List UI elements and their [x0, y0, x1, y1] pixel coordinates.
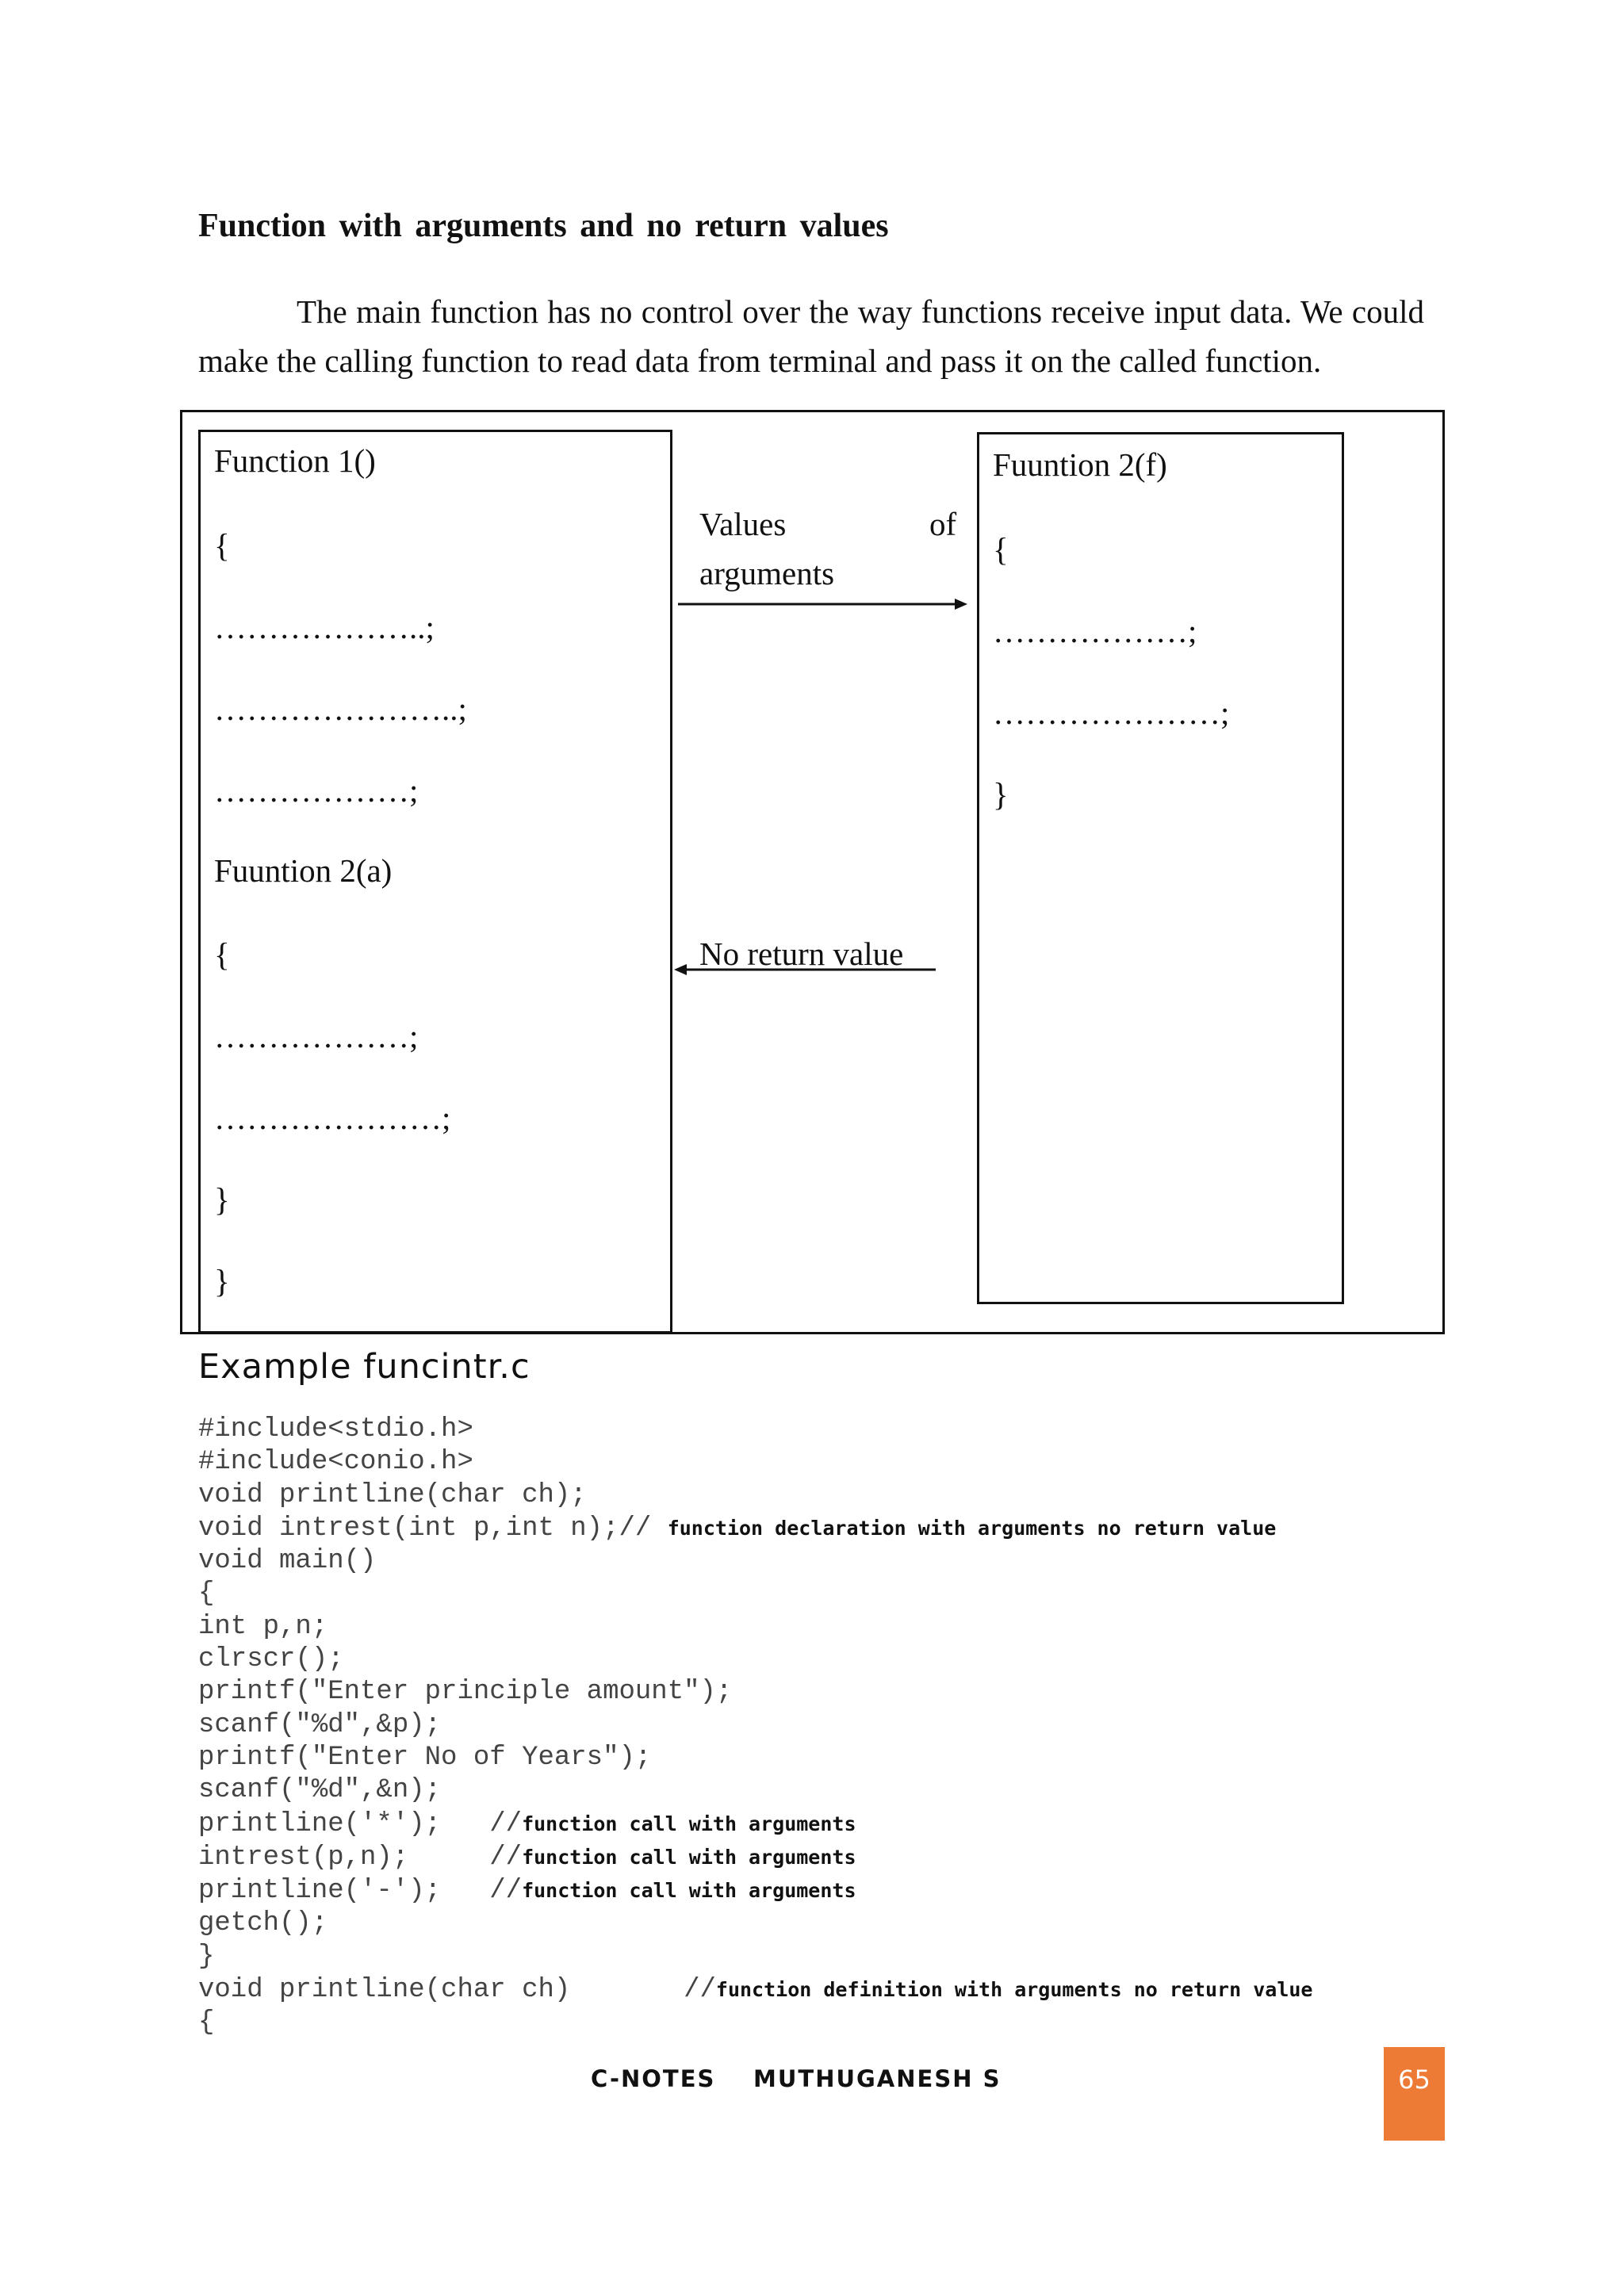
- code-line: [198, 1742, 1312, 1774]
- function-1-statement-1: ………………..;: [214, 609, 435, 645]
- code-text: printline('*'); //: [198, 1808, 523, 1839]
- code-line: [198, 1512, 1312, 1545]
- function-1-statement-3: ………………;: [214, 772, 419, 809]
- call-close-brace: }: [214, 1181, 230, 1218]
- code-line: [198, 1908, 1312, 1940]
- function-1-close-brace: }: [214, 1263, 230, 1299]
- code-text: {: [198, 1578, 215, 1609]
- arrow-arguments-label: arguments: [699, 555, 835, 591]
- code-line: [198, 1709, 1312, 1742]
- code-line: [198, 1611, 1312, 1644]
- function-2-title: Fuuntion 2(f): [993, 446, 1167, 483]
- code-comment: function declaration with arguments no return value: [667, 1516, 1277, 1540]
- code-text: printf("Enter No of Years");: [198, 1742, 652, 1773]
- function-2-call: Fuuntion 2(a): [214, 852, 393, 889]
- code-line: [198, 1644, 1312, 1676]
- code-text: void main(): [198, 1546, 377, 1577]
- arrow-of-label: of: [929, 506, 957, 542]
- function-2-close-brace: }: [993, 776, 1009, 813]
- code-text: scanf("%d",&p);: [198, 1709, 442, 1740]
- code-text: getch();: [198, 1908, 328, 1939]
- arrow-back-to-function-1: [674, 964, 936, 975]
- code-line: [198, 1446, 1312, 1479]
- code-comment: function call with arguments: [522, 1812, 856, 1835]
- code-text: int p,n;: [198, 1611, 328, 1642]
- code-text: }: [198, 1941, 215, 1972]
- footer-course-label: C-NOTES: [591, 2065, 716, 2092]
- call-open-brace: {: [214, 936, 230, 973]
- code-text: {: [198, 2007, 215, 2038]
- code-text: clrscr();: [198, 1644, 344, 1675]
- code-line: [198, 1676, 1312, 1709]
- code-text: printline('-'); //: [198, 1876, 523, 1907]
- code-comment: function call with arguments: [522, 1845, 856, 1869]
- code-line: [198, 1874, 1312, 1908]
- code-text: printf("Enter principle amount");: [198, 1677, 733, 1708]
- code-text: #include<stdio.h>: [198, 1414, 473, 1445]
- code-comment: function definition with arguments no return value: [715, 1978, 1313, 2002]
- code-line: [198, 1545, 1312, 1578]
- call-statement-1: ………………;: [214, 1018, 419, 1054]
- function-1-open-brace: {: [214, 527, 230, 564]
- function-2-statement-2: …………………;: [993, 695, 1230, 731]
- code-text: #include<conio.h>: [198, 1447, 473, 1478]
- code-line: [198, 1941, 1312, 1973]
- arrow-to-function-2: [678, 599, 967, 610]
- function-2-open-brace: {: [993, 531, 1009, 568]
- code-text: void intrest(int p,int n);//: [198, 1513, 668, 1544]
- footer-author: MUTHUGANESH S: [753, 2065, 1002, 2092]
- code-text: void printline(char ch) //: [198, 1975, 716, 2006]
- arrow-values-label: Values: [699, 506, 787, 542]
- function-2-statement-1: ………………;: [993, 613, 1197, 649]
- code-comment: function call with arguments: [522, 1879, 856, 1903]
- code-text: intrest(p,n); //: [198, 1842, 523, 1873]
- call-statement-2: …………………;: [214, 1100, 451, 1136]
- example-title: Example funcintr.c: [198, 1347, 530, 1387]
- function-1-title: Function 1(): [214, 442, 376, 479]
- section-heading: Function with arguments and no return values: [198, 208, 889, 244]
- code-line: [198, 2007, 1312, 2039]
- code-line: [198, 1414, 1312, 1446]
- code-line: [198, 1841, 1312, 1874]
- code-line: [198, 1808, 1312, 1841]
- function-1-statement-2: …………………..;: [214, 691, 467, 727]
- code-text: void printline(char ch);: [198, 1479, 587, 1510]
- code-listing: [198, 1414, 1312, 2040]
- code-line: [198, 1774, 1312, 1807]
- code-line: [198, 1578, 1312, 1610]
- intro-paragraph: The main function has no control over the way functions receive input data. We could make the calling function to read data from terminal and pass it on the called function.: [198, 293, 1424, 379]
- code-line: [198, 1973, 1312, 2007]
- page-number-badge: 65: [1384, 2047, 1445, 2141]
- code-text: scanf("%d",&n);: [198, 1775, 442, 1806]
- arrow-no-return-label: No return value: [699, 936, 904, 972]
- code-line: [198, 1479, 1312, 1512]
